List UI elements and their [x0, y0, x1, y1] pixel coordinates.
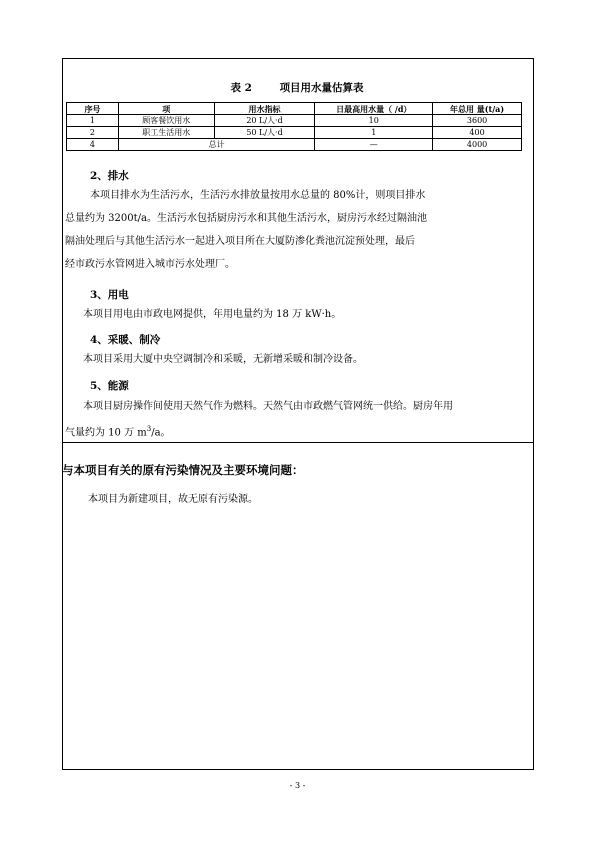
drainage-line-1: 本项目排水为生活污水，生活污水排放量按用水总量的 80%计，则项目排水 [90, 190, 426, 201]
hvac-heading: 4、采暖、制冷 [90, 334, 161, 346]
power-text: 本项目用电由市政电网提供，年用电量约为 18 万 kW·h。 [83, 309, 342, 320]
energy-line-2-text: 气量约为 10 万 m [65, 427, 147, 439]
page-number: - 3 - [289, 781, 306, 790]
table-total-row [67, 139, 522, 151]
pollution-section-title: 与本项目有关的原有污染情况及主要环境问题： [62, 463, 304, 477]
col-header-annual: 年总用 量(t/a) [433, 103, 522, 115]
drainage-heading: 2、排水 [90, 170, 129, 182]
table-number: 表 2 [230, 82, 252, 94]
table-caption [62, 80, 532, 95]
pollution-text: 本项目为新建项目，故无原有污染源。 [88, 494, 258, 505]
energy-line-2-unit: /a。 [151, 427, 171, 439]
table-cell: 400 [433, 127, 522, 139]
cubic-superscript: 3 [146, 425, 152, 433]
table-cell: 50 L/人·d [214, 127, 315, 139]
table-cell: 1 [315, 127, 433, 139]
drainage-line-4: 经市政污水管网进入城市污水处理厂。 [65, 259, 235, 270]
drainage-line-3: 隔油处理后与其他生活污水一起进入项目所在大厦防渗化粪池沉淀预处理，最后 [65, 236, 415, 247]
table-cell: 20 L/人·d [214, 115, 315, 127]
table-cell: 2 [67, 127, 119, 139]
table-title: 项目用水量估算表 [279, 82, 364, 94]
drainage-line-2: 总量约为 3200t/a。生活污水包括厨房污水和其他生活污水，厨房污水经过隔油池 [65, 213, 427, 224]
table-row [67, 115, 522, 127]
col-header-no: 序号 [67, 103, 119, 115]
table-cell: — [315, 139, 433, 151]
total-value: 4000 [433, 139, 522, 151]
hvac-text: 本项目采用大厦中央空调制冷和采暖，无新增采暖和制冷设备。 [83, 354, 363, 365]
table-row [67, 127, 522, 139]
table-cell: 职工生活用水 [118, 127, 214, 139]
total-label: 总计 [118, 139, 315, 151]
table-cell: 10 [315, 115, 433, 127]
water-usage-table [66, 102, 522, 151]
table-cell: 1 [67, 115, 119, 127]
col-header-index: 用水指标 [214, 103, 315, 115]
col-header-daily-max: 日最高用水量（ /d） [315, 103, 433, 115]
power-heading: 3、用电 [90, 289, 129, 301]
energy-heading: 5、能源 [90, 380, 129, 392]
col-header-item: 项 [118, 103, 214, 115]
energy-line-1: 本项目厨房操作间使用天然气作为燃料。天然气由市政燃气管网统一供给。厨房年用 [83, 401, 453, 412]
table-cell: 3600 [433, 115, 522, 127]
table-header-row [67, 103, 522, 115]
table-cell: 4 [67, 139, 119, 151]
table-cell: 顾客餐饮用水 [118, 115, 214, 127]
energy-line-2 [65, 418, 171, 444]
